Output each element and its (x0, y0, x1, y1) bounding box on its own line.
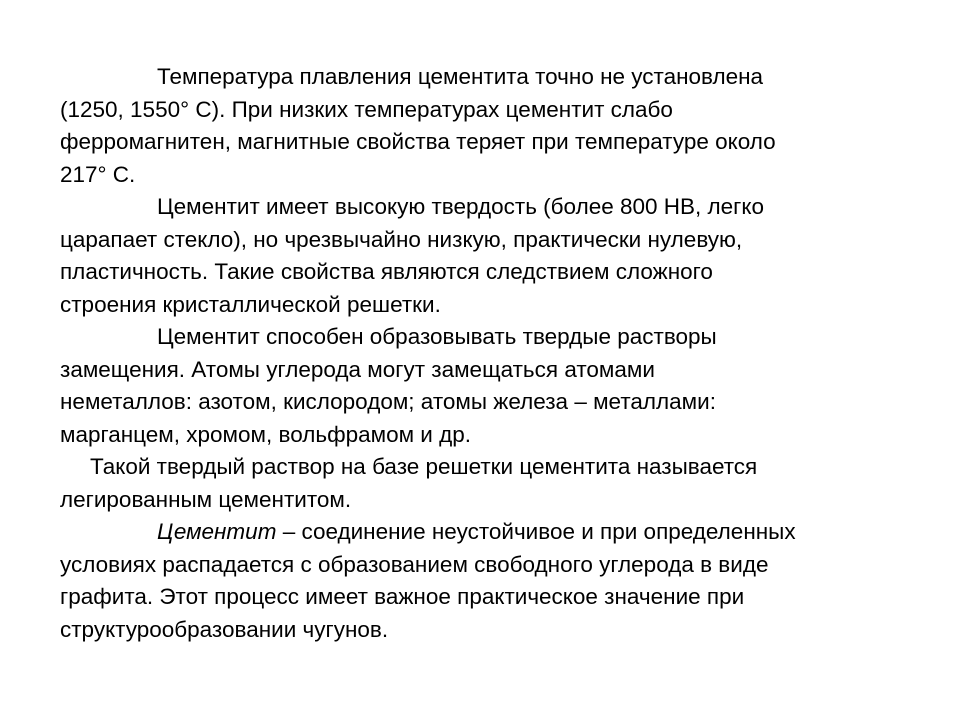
text-line: 217° С. (60, 161, 136, 187)
text-line: неметаллов: азотом, кислородом; атомы железа – металлами: (60, 389, 716, 414)
text-line: строения кристаллической решетки. (60, 291, 441, 317)
text-line: легированным цементитом. (60, 486, 352, 512)
text-line: структурообразовании чугунов. (60, 616, 389, 642)
text-line: Температура плавления цементита точно не установлена (157, 64, 764, 89)
text-line: (1250, 1550° С). При низких температурах цементит слабо (60, 96, 673, 122)
text-line: царапает стекло), но чрезвычайно низкую, практически нулевую, (60, 226, 743, 252)
paragraph-alloyed-cementite (60, 451, 920, 516)
text-line: графита. Этот процесс имеет важное практическое значение при (60, 584, 745, 609)
text-line: пластичность. Такие свойства являются следствием сложного (60, 259, 713, 284)
document-text (60, 61, 920, 646)
text-segment: – соединение неустойчивое и при определенных (276, 519, 796, 544)
paragraph-hardness (60, 191, 920, 321)
term-cementite: Цементит (157, 519, 277, 544)
text-line: Такой твердый раствор на базе решетки цементита называется (90, 454, 758, 479)
text-line: Цементит имеет высокую твердость (более 800 НВ, легко (157, 194, 764, 219)
text-line: марганцем, хромом, вольфрамом и др. (60, 421, 472, 447)
paragraph-solid-solutions (60, 321, 920, 451)
text-line: условиях распадается с образованием свободного углерода в виде (60, 551, 769, 577)
text-line: ферромагнитен, магнитные свойства теряет при температуре около (60, 129, 776, 154)
text-line (60, 516, 920, 549)
paragraph-decomposition (60, 516, 920, 646)
text-line: замещения. Атомы углерода могут замещаться атомами (60, 356, 655, 382)
paragraph-melting-temperature (60, 61, 920, 191)
text-line: Цементит способен образовывать твердые растворы (157, 324, 717, 349)
